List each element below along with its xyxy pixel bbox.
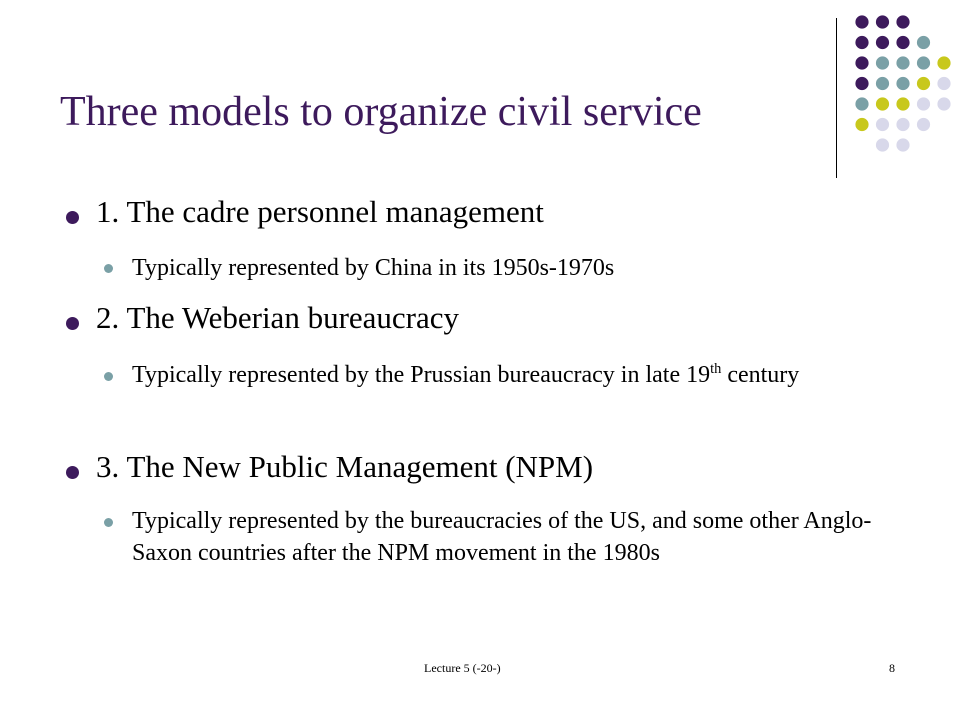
sub-bullet-2-text-main: Typically represented by the Prussian bureaucracy in late 19 [132,362,711,388]
sub-bullet-2-text [132,359,832,391]
footer-lecture-label: Lecture 5 (-20-) [424,661,501,675]
sub-bullet-3-marker [104,518,113,527]
bullet-3-marker [66,466,79,479]
sub-bullet-2-marker [104,372,113,381]
bullet-3-text: 3. The New Public Management (NPM) [96,449,594,484]
page-number: 8 [889,661,895,675]
bullet-2-text: 2. The Weberian bureaucracy [96,300,460,335]
sub-bullet-1-text: Typically represented by China in its 1950s-1970s [132,255,615,281]
bullet-1-marker [66,211,79,224]
sub-bullet-1-marker [104,264,113,273]
bullet-2-marker [66,317,79,330]
sub-bullet-2-superscript: th [710,361,722,377]
sub-bullet-2-text-end: century [721,362,800,388]
bullet-1-text: 1. The cadre personnel management [96,194,544,229]
sub-bullet-3-text: Typically represented by the bureaucracies of the US, and some other Anglo-Saxon countries after the NPM movement in the 1980s [132,508,872,566]
slide-title: Three models to organize civil service [60,89,702,135]
